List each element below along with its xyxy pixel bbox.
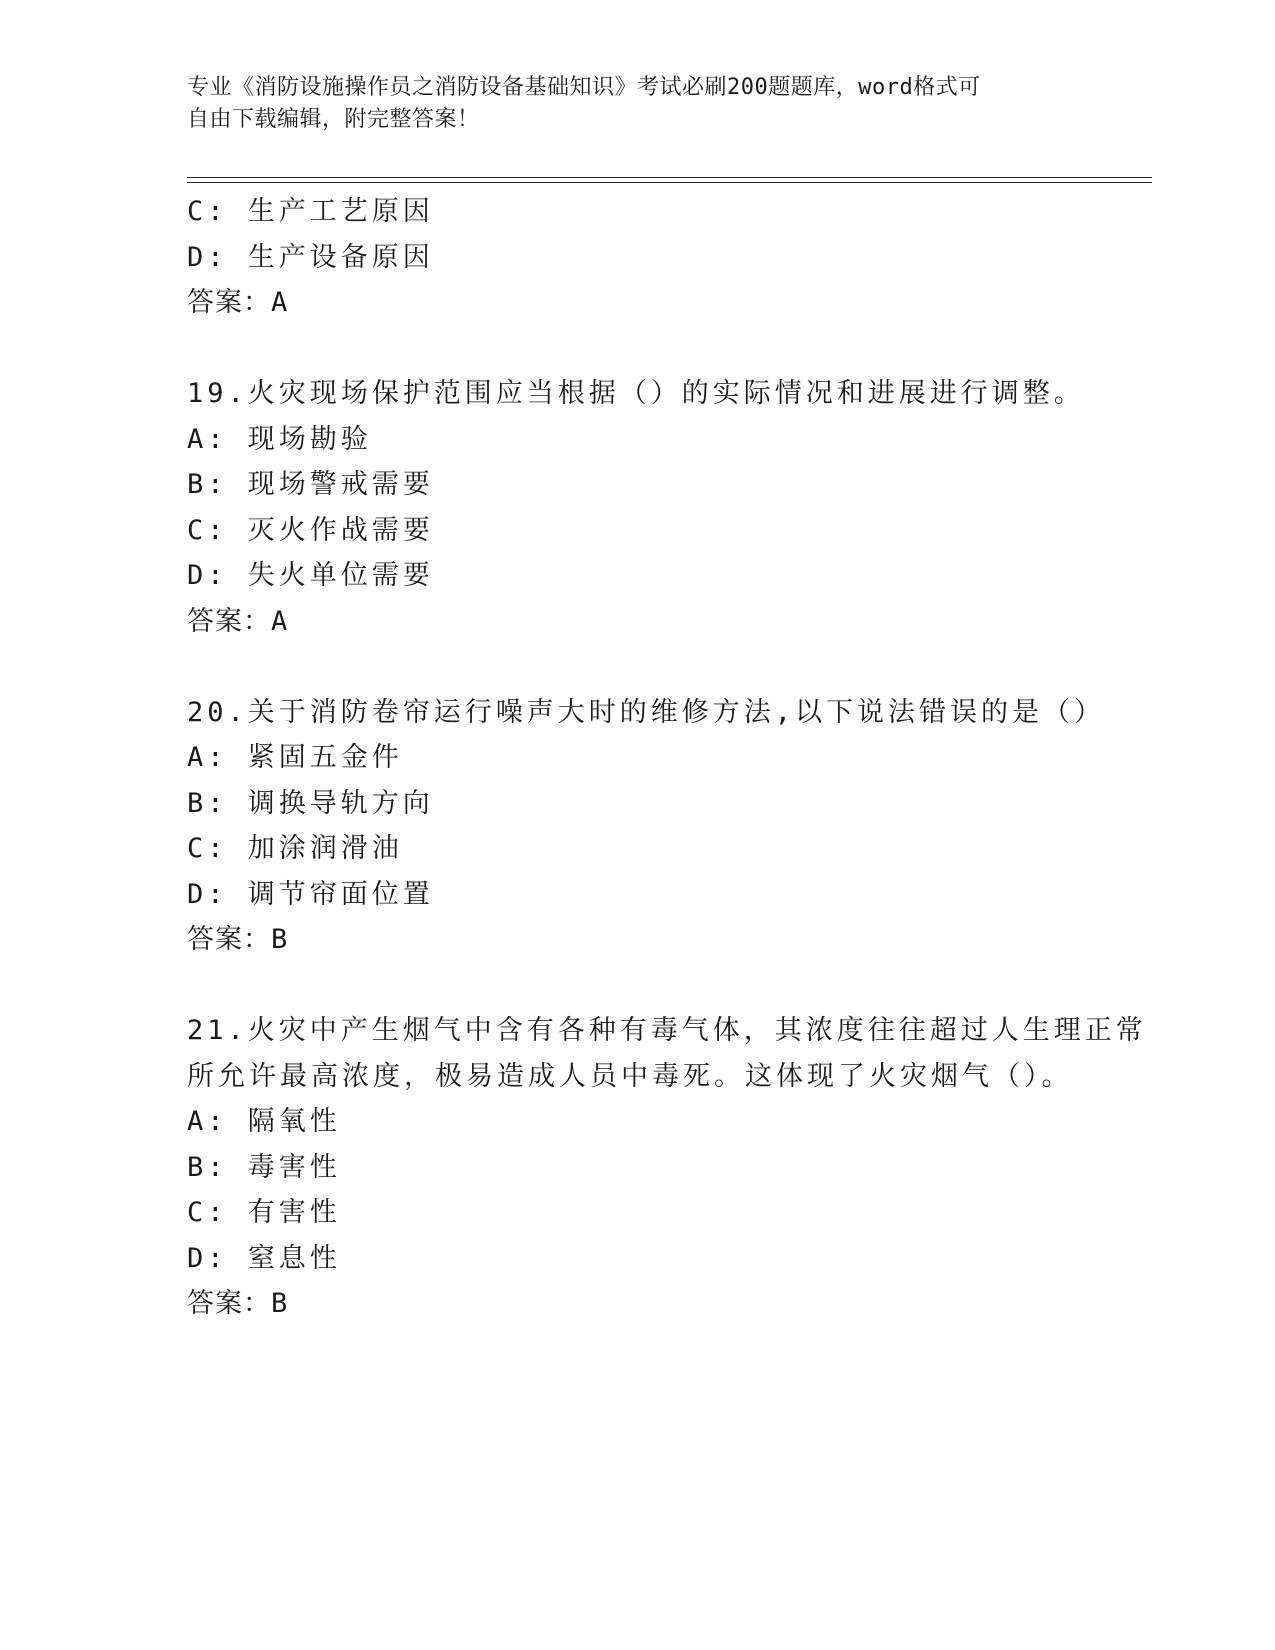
option-a: A: 隔氧性 (187, 1106, 341, 1137)
answer-line: 答案：A (187, 287, 289, 318)
answer-line: 答案：B (187, 924, 289, 955)
question-text-line-1: 21.火灾中产生烟气中含有各种有毒气体，其浓度往往超过人生理正常 (187, 1015, 1147, 1046)
question-text: 20.关于消防卷帘运行噪声大时的维修方法,以下说法错误的是（） (187, 696, 1106, 728)
previous-question-tail (187, 189, 1087, 326)
option-c: C: 加涂润滑油 (187, 833, 403, 864)
question-text: 19.火灾现场保护范围应当根据（）的实际情况和进展进行调整。 (187, 378, 1085, 409)
question-20 (187, 690, 1106, 963)
question-21 (187, 1008, 1147, 1327)
option-d: D: 失火单位需要 (187, 560, 434, 591)
option-c: C: 有害性 (187, 1197, 341, 1228)
option-b: B: 现场警戒需要 (187, 469, 434, 500)
header-divider-bottom (187, 182, 1152, 183)
answer-line: 答案：B (187, 1288, 289, 1319)
document-header (187, 72, 1087, 136)
spacer (187, 963, 1087, 1009)
option-a: A: 现场勘验 (187, 423, 372, 455)
header-line-1: 专业《消防设施操作员之消防设备基础知识》考试必刷200题题库，word格式可 (187, 75, 981, 100)
option-d: D: 窒息性 (187, 1242, 341, 1274)
option-d: D: 生产设备原因 (187, 241, 434, 273)
question-19 (187, 371, 1087, 644)
answer-line: 答案：A (187, 605, 289, 637)
option-b: B: 调换导轨方向 (187, 787, 434, 819)
option-c: C: 生产工艺原因 (187, 196, 434, 227)
header-divider-top (187, 177, 1152, 178)
spacer (187, 326, 1087, 372)
question-text-line-2: 所允许最高浓度，极易造成人员中毒死。这体现了火灾烟气（）。 (187, 1060, 1073, 1092)
question-content (187, 189, 1147, 1327)
spacer (187, 644, 1087, 690)
option-d: D: 调节帘面位置 (187, 878, 434, 910)
header-line-2: 自由下载编辑，附完整答案！ (187, 107, 480, 132)
option-a: A: 紧固五金件 (187, 742, 403, 773)
option-c: C: 灭火作战需要 (187, 514, 434, 546)
option-b: B: 毒害性 (187, 1151, 341, 1183)
